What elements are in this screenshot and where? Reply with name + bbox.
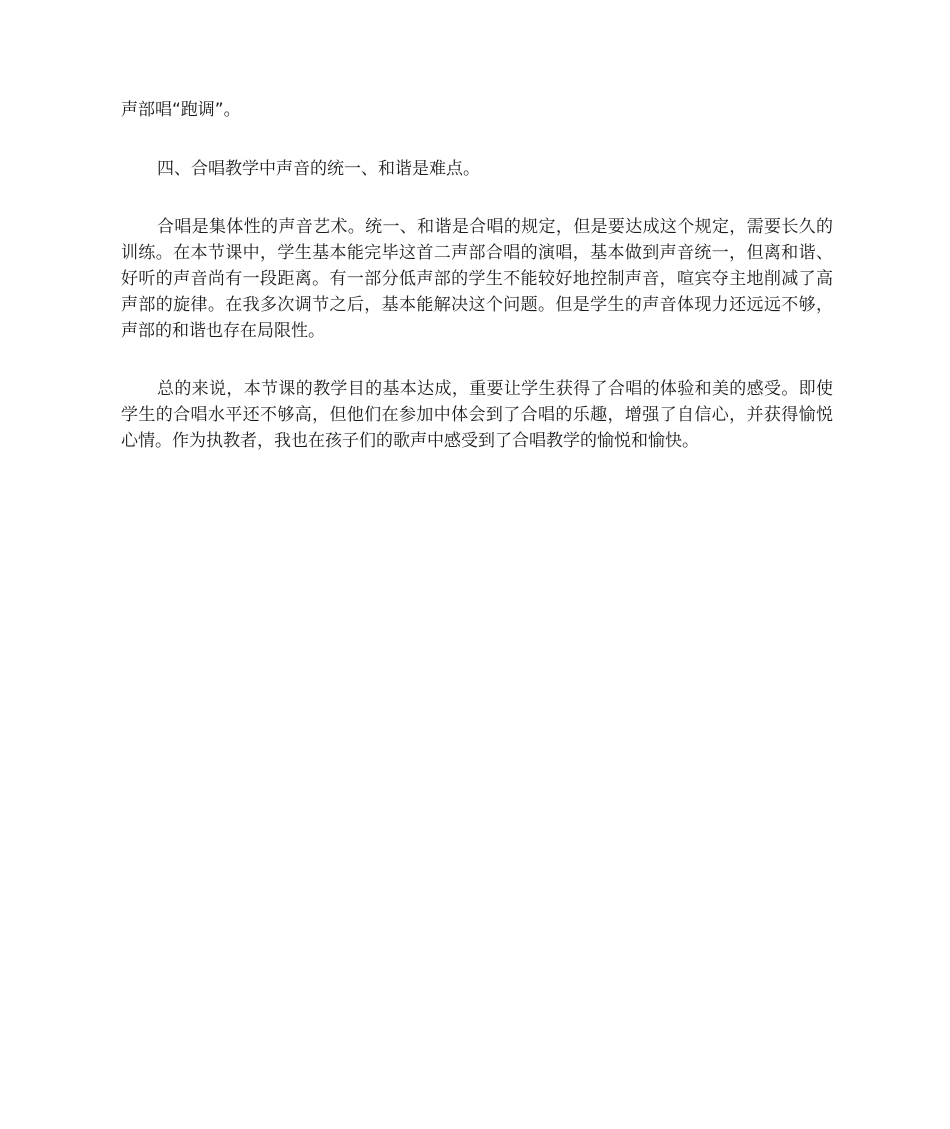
paragraph-continuation: 声部唱“跑调”。 bbox=[121, 100, 241, 120]
document-body bbox=[121, 97, 833, 486]
paragraph-body: 合唱是集体性的声音艺术。统一、和谐是合唱的规定，但是要达成这个规定，需要长久的训练。在本节课中，学生基本能完毕这首二声部合唱的演唱，基本做到声音统一，但离和谐、好听的声音尚有一段距离。有一部分低声部的学生不能较好地控制声音，喧宾夺主地削减了高声部的旋律。在我多次调节之后，基本能解决这个问题。但是学生的声音体现力还远远不够，声部的和谐也存在局限性。 bbox=[121, 217, 833, 341]
paragraph-summary: 总的来说，本节课的教学目的基本达成，重要让学生获得了合唱的体验和美的感受。即使学生的合唱水平还不够高，但他们在参加中体会到了合唱的乐趣，增强了自信心，并获得愉悦心情。作为执教者，我也在孩子们的歌声中感受到了合唱教学的愉悦和愉快。 bbox=[121, 379, 833, 451]
section-heading: 四、合唱教学中声音的统一、和谐是难点。 bbox=[157, 159, 480, 179]
